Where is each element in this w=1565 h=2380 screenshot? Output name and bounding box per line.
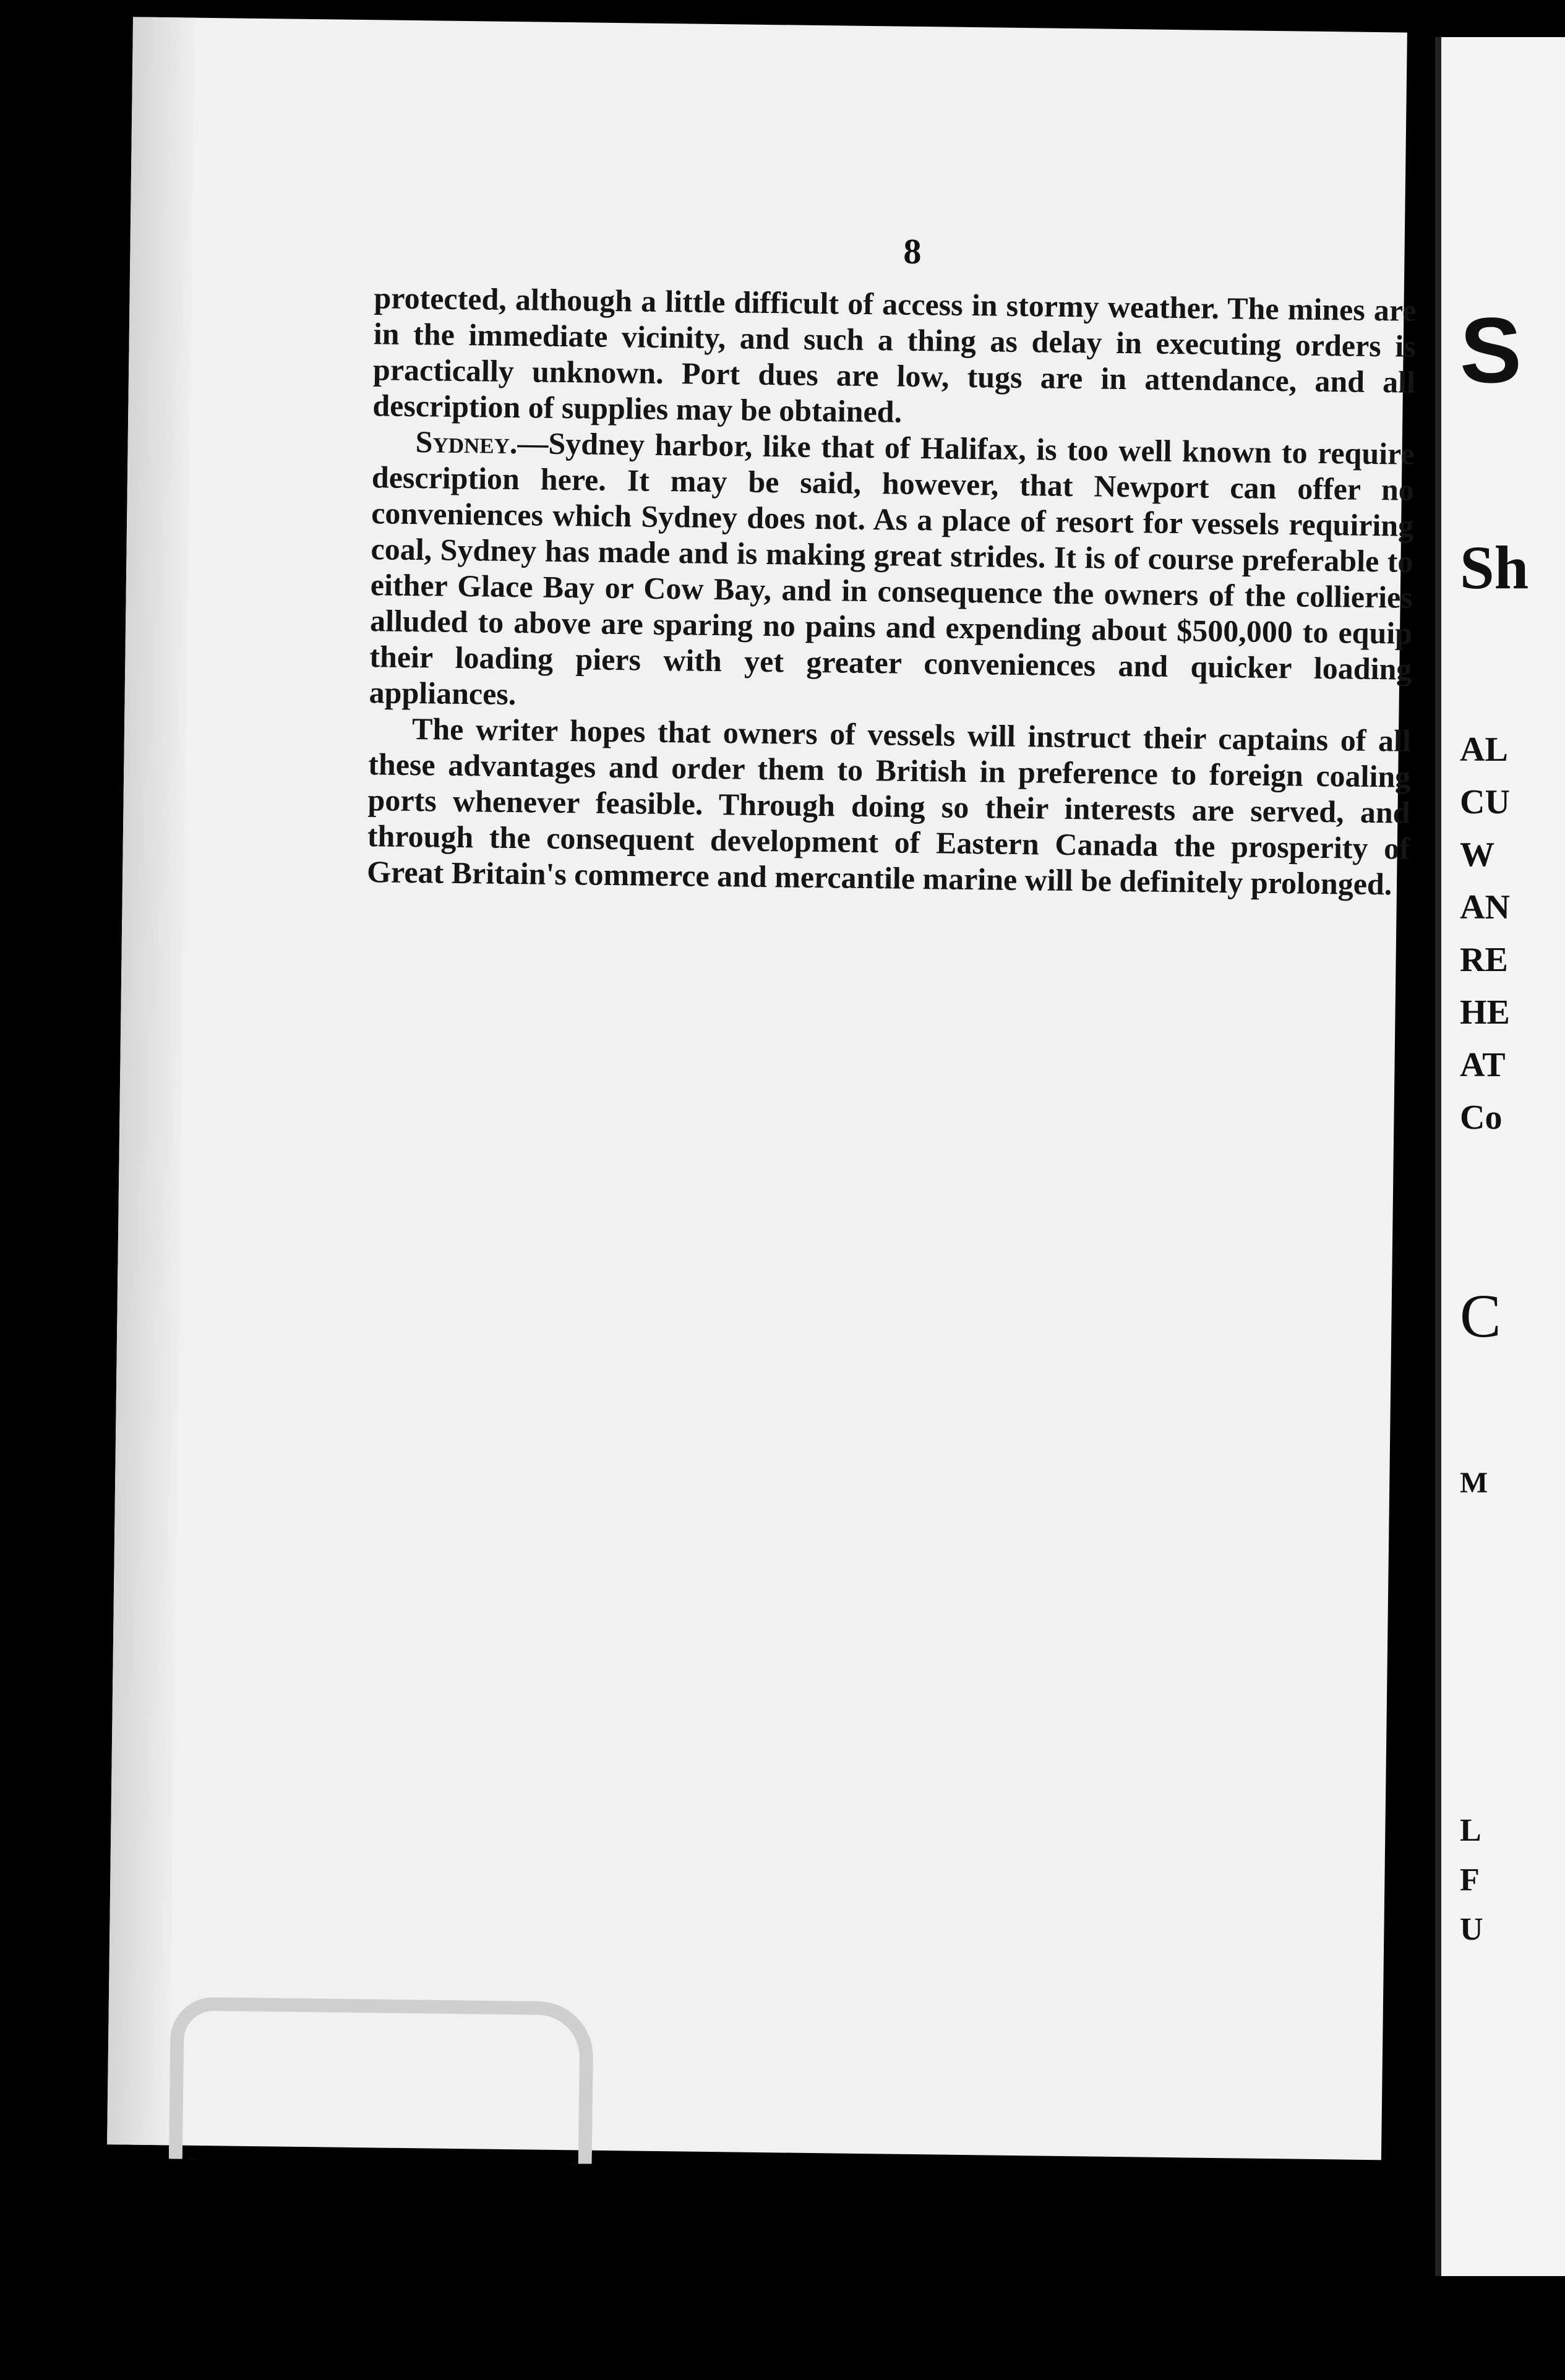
facing-fragment: CU xyxy=(1460,783,1510,821)
paragraph-3: The writer hopes that owners of vessels will instruct their captains of all these advantages and order them to British in preference to foreign coaling ports whenever feasible. Through doing so their interests are served, and through the consequent development of Eastern Canada the prosperity of Great Britain's commerce and mercantile marine will be definitely prolonged. xyxy=(366,711,1412,902)
facing-fragment: F xyxy=(1460,1862,1480,1898)
facing-fragment: S xyxy=(1460,298,1522,402)
facing-fragment: AL xyxy=(1460,730,1508,769)
facing-page xyxy=(1435,37,1565,2276)
facing-fragment: C xyxy=(1460,1282,1501,1350)
facing-fragment: U xyxy=(1460,1912,1483,1947)
page-curl xyxy=(169,1997,594,2164)
facing-fragment: RE xyxy=(1460,941,1508,979)
paragraph-1: protected, although a little difficult of access in stormy weather. The mines are in the immediate vicinity, and such a thing as delay in executing orders is practically unknown. Port dues are low, tugs are in attendance, and all description of supplies may be obtained. xyxy=(372,280,1417,429)
page-body xyxy=(367,280,1417,902)
page-number: 8 xyxy=(903,231,922,272)
paragraph-2-text: Sydney harbor, like that of Halifax, is too well known to require description here. It may be said, however, that Newport can offer no conveniences which Sydney does not. As a place of resort for vessels requiring coal, Sydney has made and is making great strides. It is of course preferable to either Glace Bay or Cow Bay, and in consequence the owners of the collieries alluded to above are sparing no pains and expending about $500,000 to equip their loading piers with yet greater conveniences and quicker loading appliances. xyxy=(369,426,1415,712)
facing-fragment: AN xyxy=(1460,888,1510,927)
facing-fragment: M xyxy=(1460,1466,1488,1499)
facing-fragment: Sh xyxy=(1460,533,1529,602)
facing-fragment: Co xyxy=(1460,1098,1503,1137)
paragraph-2 xyxy=(369,423,1415,723)
facing-fragment: L xyxy=(1460,1813,1481,1848)
book-page xyxy=(107,17,1417,2160)
facing-fragment: AT xyxy=(1460,1046,1506,1084)
facing-fragment: W xyxy=(1460,836,1494,874)
page-edge-shadow xyxy=(107,17,195,2145)
sydney-heading: Sydney.— xyxy=(415,424,549,461)
facing-fragment: HE xyxy=(1460,993,1510,1032)
